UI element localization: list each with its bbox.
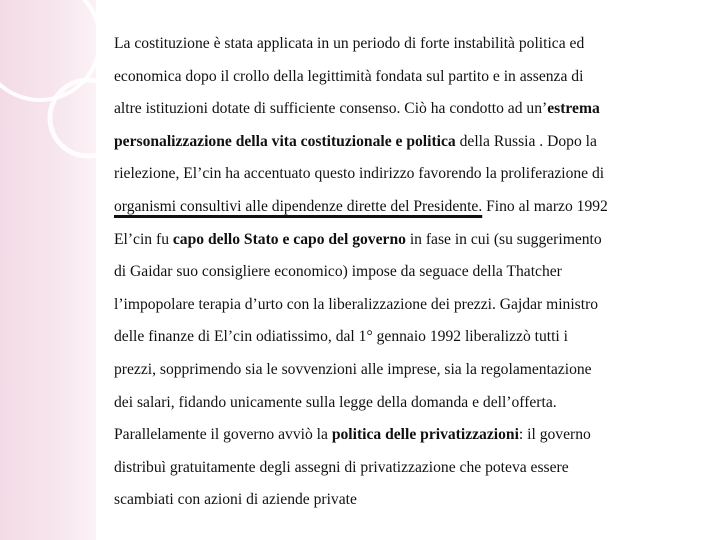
decorative-rings [0, 0, 96, 540]
text-segment: La costituzione è stata applicata in un periodo di forte instabilità politica ed [114, 35, 585, 52]
text-segment: di Gaidar suo consigliere economico) impose da seguace della Thatcher [114, 263, 562, 281]
decorative-side-band [0, 0, 96, 540]
paragraph-line [114, 158, 694, 191]
text-segment: Parallelamente il governo avviò la [114, 426, 332, 444]
bold-text: politica delle privatizzazioni [331, 426, 519, 444]
main-paragraph [114, 28, 694, 517]
bold-text: estrema [547, 100, 600, 118]
paragraph-line [114, 419, 694, 452]
text-segment: prezzi, sopprimendo sia le sovvenzioni alle imprese, sia la regolamentazione [114, 360, 592, 378]
bold-text: capo dello Stato e capo del governo [172, 230, 406, 248]
text-segment: economica dopo il crollo della legittimità fondata sul partito e in assenza di [114, 67, 584, 85]
text-segment: : il governo [518, 426, 591, 444]
text-segment: l’impopolare terapia d’urto con la liberalizzazione dei prezzi. Gajdar ministro [114, 295, 599, 313]
paragraph-line [114, 93, 694, 126]
paragraph-line [114, 256, 694, 289]
bold-text: personalizzazione della vita costituzionale e politica [114, 132, 456, 150]
paragraph-line [114, 224, 694, 257]
text-segment: Fino al marzo 1992 [482, 197, 608, 215]
text-segment: El’cin fu [114, 230, 173, 248]
paragraph-line [114, 61, 694, 94]
paragraph-line [114, 321, 694, 354]
text-segment: distribuì gratuitamente degli assegni di privatizzazione che poteva essere [114, 458, 569, 476]
text-segment: rielezione, El’cin ha accentuato questo indirizzo favorendo la proliferazione di [114, 165, 605, 183]
paragraph-line [114, 28, 694, 61]
text-segment: delle finanze di El’cin odiatissimo, dal 1° gennaio 1992 liberalizzò tutti i [114, 328, 569, 346]
paragraph-line [114, 387, 694, 420]
text-segment: dei salari, fidando unicamente sulla legge della domanda e dell’offerta. [114, 393, 557, 411]
underlined-text: organismi consultivi alle dipendenze dirette del Presidente. [114, 197, 483, 215]
text-segment: della Russia . Dopo la [455, 132, 597, 150]
paragraph-line [114, 484, 694, 517]
paragraph-line [114, 452, 694, 485]
paragraph-line [114, 289, 694, 322]
paragraph-line [114, 354, 694, 387]
text-segment: scambiati con azioni di aziende private [114, 491, 357, 509]
text-segment: altre istituzioni dotate di sufficiente consenso. Ciò ha condotto ad un’ [114, 100, 548, 118]
text-segment: in fase in cui (su suggerimento [405, 230, 602, 248]
paragraph-line [114, 126, 694, 159]
paragraph-line [114, 191, 694, 224]
decorative-ring-large [0, 0, 96, 100]
